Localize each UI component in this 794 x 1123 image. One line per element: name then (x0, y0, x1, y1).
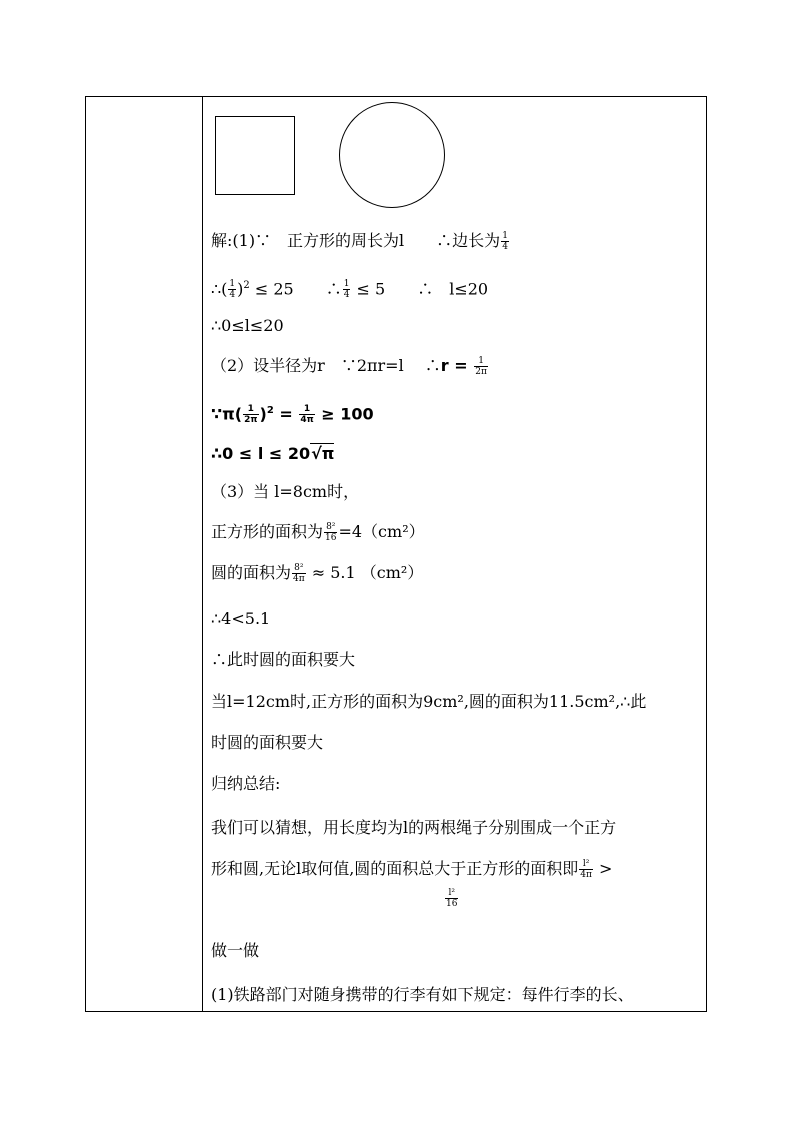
fraction: $\frac{1}{4}$ (343, 279, 350, 301)
summary-line-1: 我们可以猜想，用长度均为l的两根绳子分别围成一个正方 (211, 818, 617, 837)
exercise-line-1: (1)铁路部门对随身携带的行李有如下规定：每件行李的长、 (211, 985, 634, 1004)
solution-line-12: 当l=12cm时,正方形的面积为9cm²,圆的面积为11.5cm²,∴此 (211, 692, 647, 711)
solution-line-3: ∴0≤l≤20 (211, 316, 284, 335)
solution-line-11: ∴此时圆的面积要大 (211, 650, 356, 669)
fraction: $\frac{\text{l²}}{4\pi}$ (580, 859, 592, 880)
sqrt-symbol: √π (311, 444, 335, 463)
solution-line-2: ∴( $\frac{1}{4}$ )$^2$ ≤ 25 ∴ $\frac{1}{4}$ ≤ 5 ∴ l≤20 (211, 279, 489, 301)
solution-line-6: ∴0 ≤ l ≤ 20√π (211, 444, 335, 463)
solution-line-4: （2）设半径为r ∵2πr=l ∴r = $\frac{1}{2\pi}$ (211, 356, 487, 377)
solution-line-7: （3）当 l=8cm时， (211, 482, 360, 501)
summary-heading: 归纳总结: (211, 774, 281, 793)
text: 解:(1)∵ 正方形的周长为l ∴边长为 (211, 231, 501, 250)
column-divider (202, 97, 203, 1011)
fraction: $\frac{\text{8²}}{4\pi}$ (293, 563, 305, 584)
solution-content (211, 0, 703, 1123)
solution-line-9: 圆的面积为 $\frac{\text{8²}}{4\pi}$ ≈ 5.1 （cm²） (211, 563, 424, 584)
solution-line-10: ∴4<5.1 (211, 609, 271, 628)
fraction: $\frac{\text{8²}}{16}$ (325, 522, 337, 543)
solution-line-13: 时圆的面积要大 (211, 733, 324, 752)
solution-line-1 (211, 231, 510, 252)
solution-line-5: ∵π( $\frac{1}{2\pi}$ )$^2$ = $\frac{1}{4\pi}$ ≥ 100 (211, 404, 374, 426)
try-it-heading: 做一做 (211, 941, 260, 960)
solution-line-8: 正方形的面积为 $\frac{\text{8²}}{16}$ =4（cm²） (211, 522, 425, 543)
fraction: $\frac{1}{4\pi}$ (300, 404, 314, 426)
fraction: $\frac{1}{4}$ (229, 279, 236, 301)
summary-line-2: 形和圆,无论l取何值,圆的面积总大于正方形的面积即 $\frac{\text{l²}}{4\pi}$ > (211, 859, 613, 880)
fraction: $\frac{1}{2\pi}$ (475, 356, 487, 377)
fraction: $\frac{1}{4}$ (502, 231, 508, 252)
summary-line-3 (444, 888, 459, 909)
fraction: $\frac{\text{l²}}{16}$ (446, 888, 458, 909)
fraction: $\frac{1}{2\pi}$ (244, 404, 258, 426)
